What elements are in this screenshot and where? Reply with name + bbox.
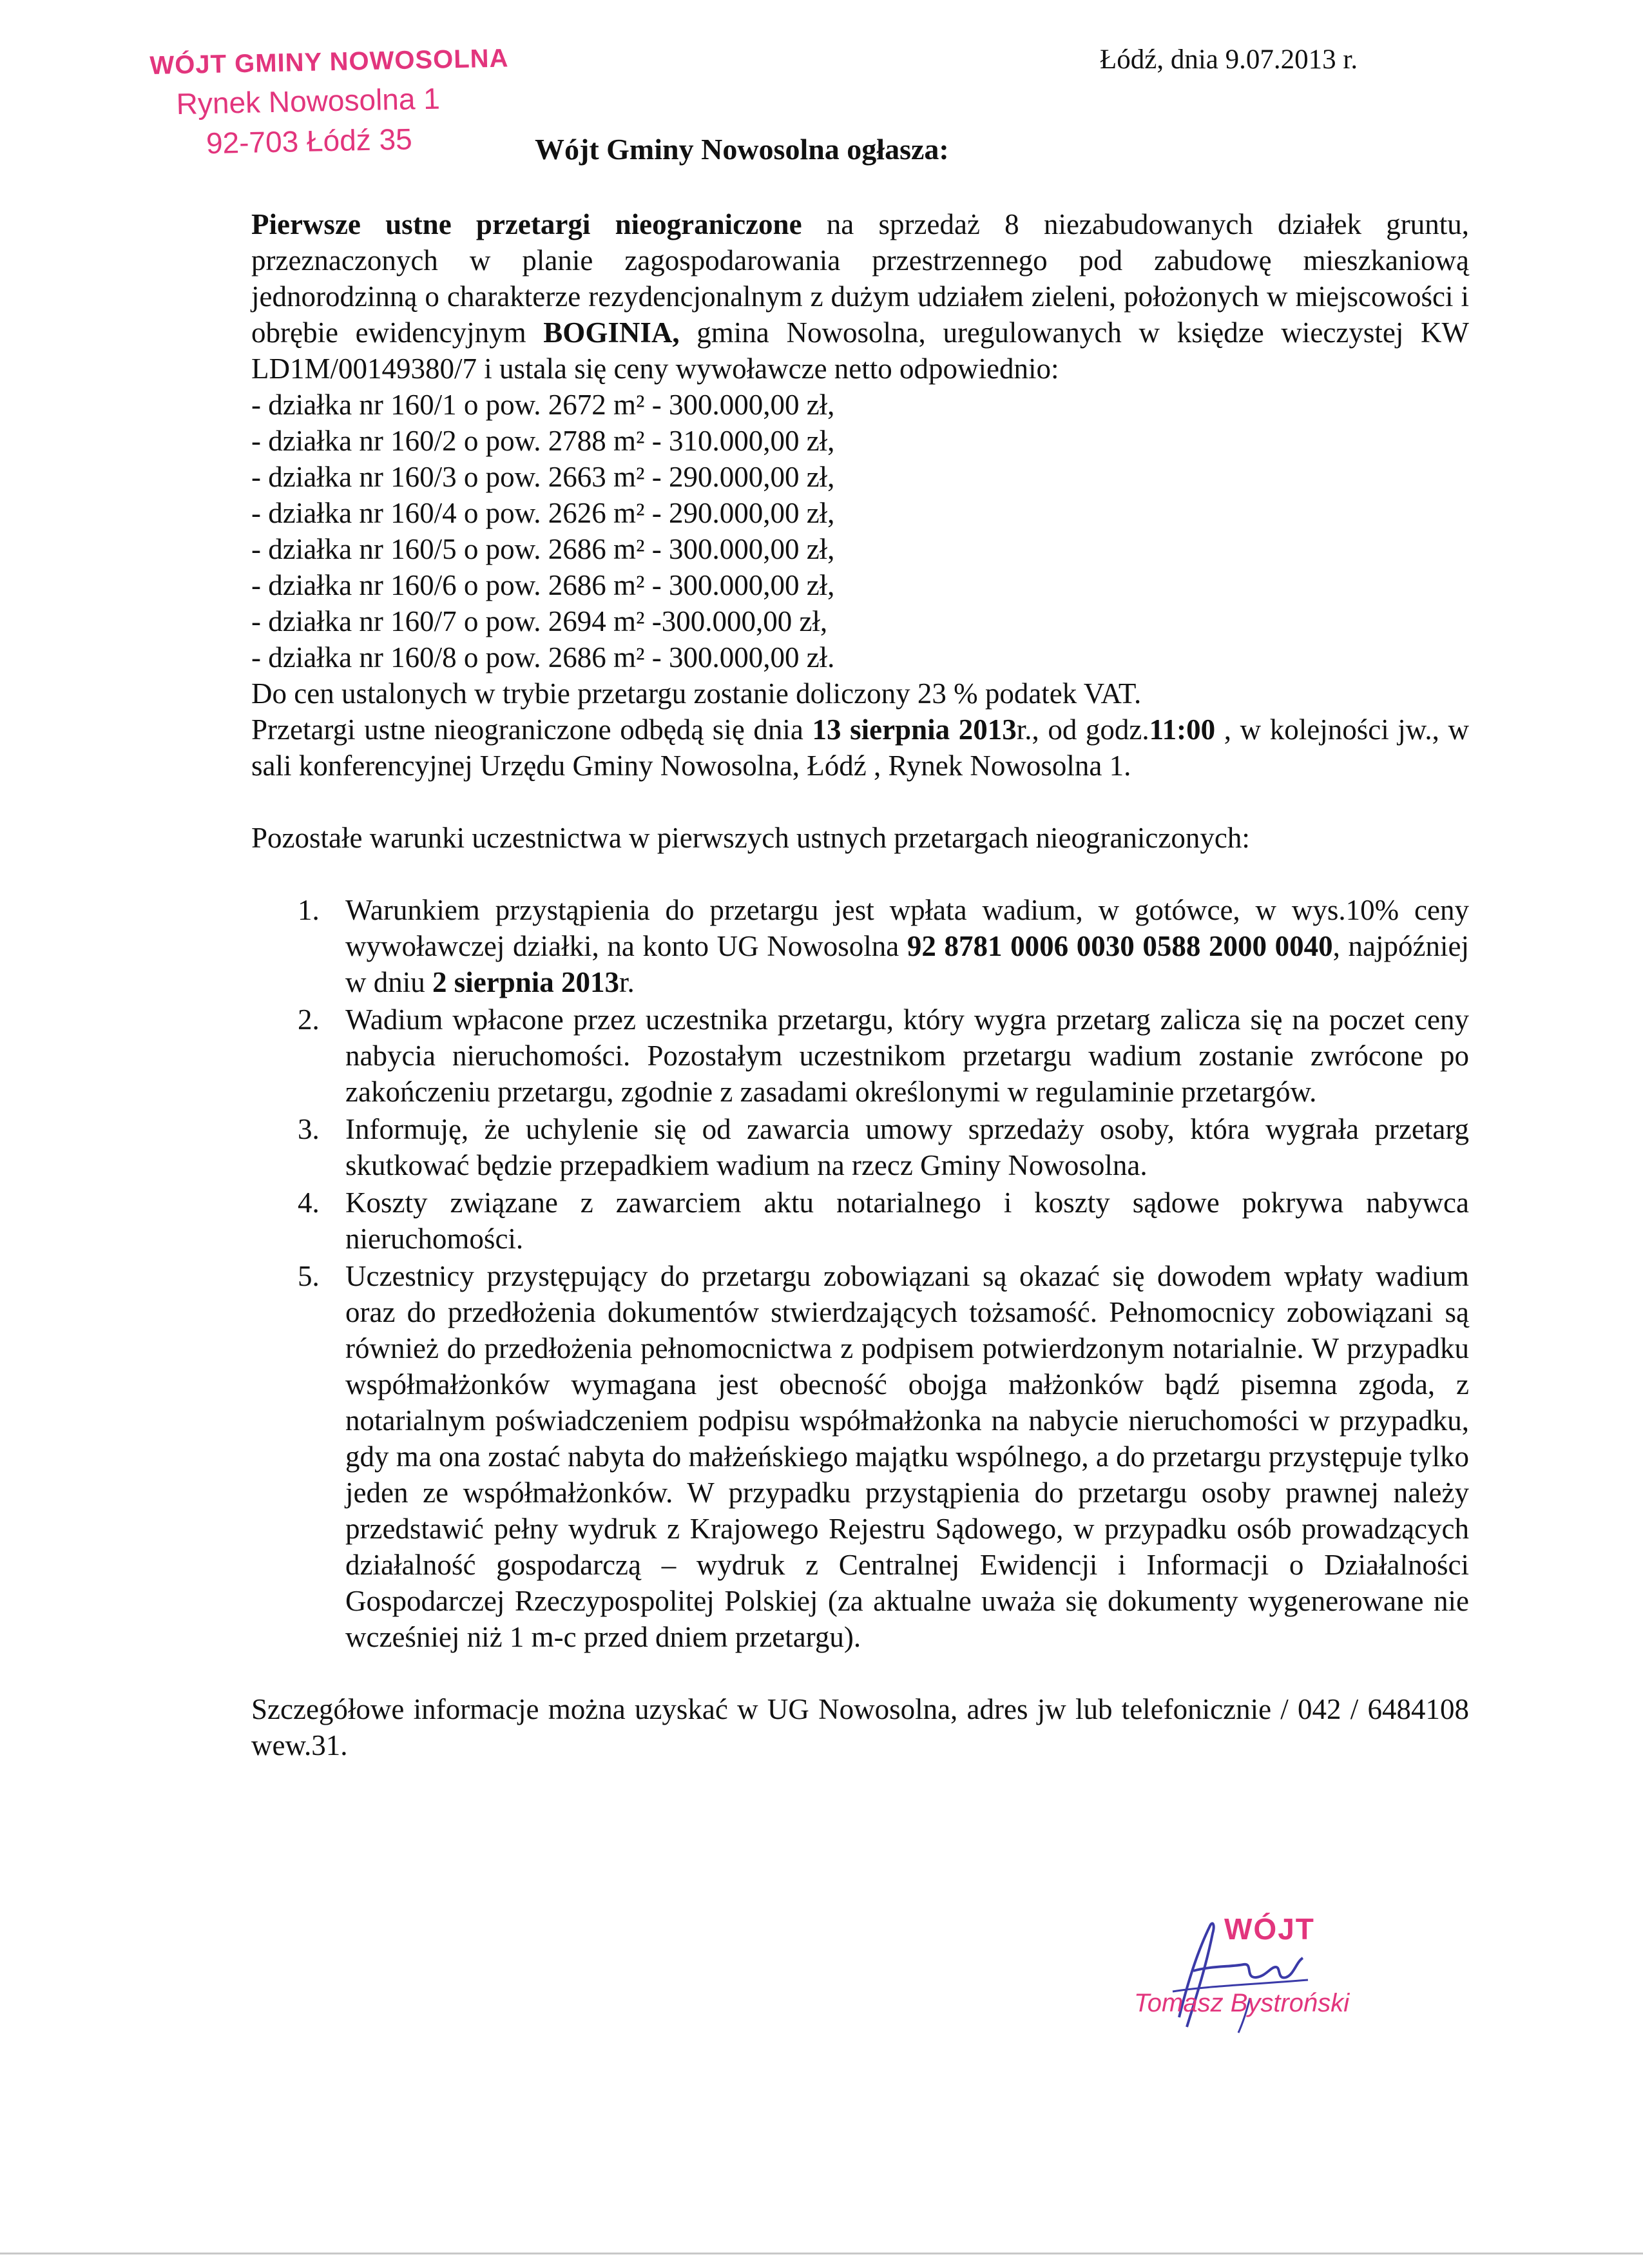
condition-text: Koszty związane z zawarciem aktu notarialnego i koszty sądowe pokrywa nabywca nieruchomości. (345, 1187, 1469, 1255)
plot-item: - działka nr 160/6 o pow. 2686 m² - 300.000,00 zł, (251, 569, 835, 601)
condition-number: 2. (298, 1003, 320, 1036)
plot-item: - działka nr 160/4 o pow. 2626 m² - 290.000,00 zł, (251, 497, 835, 529)
plot-item: - działka nr 160/2 o pow. 2788 m² - 310.000,00 zł, (251, 425, 835, 457)
deposit-deadline: 2 sierpnia 2013 (432, 966, 620, 998)
condition-item (251, 1185, 1469, 1257)
plot-item: - działka nr 160/1 o pow. 2672 m² - 300.000,00 zł, (251, 389, 835, 421)
condition-text: Informuję, że uchylenie się od zawarcia umowy sprzedaży osoby, która wygrała przetarg skutkować będzie przepadkiem wadium na rzecz Gminy Nowosolna. (345, 1113, 1469, 1181)
condition-number: 3. (298, 1113, 320, 1145)
auction-text-3: , w kolejności jw., w sali konferencyjnej Urzędu Gminy Nowosolna, Łódź , Rynek Nowosolna 1. (251, 713, 1469, 782)
condition-text: , najpóźniej w dniu (345, 930, 1469, 998)
scan-edge-line (0, 2253, 1643, 2254)
plot-item: - działka nr 160/7 o pow. 2694 m² -300.000,00 zł, (251, 605, 828, 637)
condition-text: Uczestnicy przystępujący do przetargu zobowiązani są okazać się dowodem wpłaty wadium oraz do przedłożenia dokumentów stwierdzających tożsamość. Pełnomocnicy zobowiązani są również do przedłożenia pełnomocnictwa z podpisem potwierdzonym notarialnie. W przypadku współmałżonków wymagana jest obecność obojga małżonków bądź pisemna zgoda, z notarialnym poświadczeniem podpisu współmałżonka na nabycie nieruchomości w przypadku, gdy ma ona zostać nabyta do małżeńskiego majątku wspólnego, a do przetargu przystępuje tylko jeden ze współmałżonków. W przypadku przystąpienia do przetargu osoby prawnej należy przedstawić pełny wydruk z Krajowego Rejestru Sądowego, w przypadku osób prowadzących działalność gospodarczą – wydruk z Centralnej Ewidencji i Informacji o Działalności Gospodarczej Rzeczypospolitej Polskiej (za aktualne uważa się dokumenty wygenerowane nie wcześniej niż 1 m-c przed dniem przetargu). (345, 1260, 1469, 1653)
auction-time: 11:00 (1149, 713, 1216, 746)
auction-paragraph (251, 712, 1469, 784)
condition-item (251, 1111, 1469, 1183)
signatory-name: Tomasz Bystroński (1134, 1989, 1350, 2017)
contact-information: Szczegółowe informacje można uzyskać w UG Nowosolna, adres jw lub telefonicznie / 042 / 6484108 wew.31. (251, 1693, 1469, 1761)
condition-text: Wadium wpłacone przez uczestnika przetargu, który wygra przetarg zalicza się na poczet ceny nabycia nieruchomości. Pozostałym uczestnikom przetargu wadium zostanie zwrócone po zakończeniu przetargu, zgodnie z zasadami określonymi w regulaminie przetargów. (345, 1003, 1469, 1108)
office-stamp (149, 44, 512, 162)
plot-item: - działka nr 160/8 o pow. 2686 m² - 300.000,00 zł. (251, 641, 835, 674)
document-body (251, 206, 1469, 1763)
auction-date: 13 sierpnia 2013 (812, 713, 1017, 746)
plot-item: - działka nr 160/3 o pow. 2663 m² - 290.000,00 zł, (251, 461, 835, 493)
spacer (251, 784, 1469, 820)
document-title: Wójt Gminy Nowosolna ogłasza: (535, 133, 949, 166)
condition-number: 5. (298, 1260, 320, 1292)
vat-notice: Do cen ustalonych w trybie przetargu zostanie doliczony 23 % podatek VAT. (251, 677, 1142, 710)
document-date: Łódź, dnia 9.07.2013 r. (1100, 44, 1358, 75)
plot-list (251, 387, 1469, 675)
condition-text: r. (619, 966, 635, 998)
bank-account-number: 92 8781 0006 0030 0588 2000 0040 (907, 930, 1333, 962)
plot-item: - działka nr 160/5 o pow. 2686 m² - 300.000,00 zł, (251, 533, 835, 565)
intro-paragraph (251, 206, 1469, 387)
intro-bold-heading: Pierwsze ustne przetargi nieograniczone (251, 208, 802, 240)
condition-number: 1. (298, 894, 320, 926)
intro-text-1: na sprzedaż 8 niezabudowanych działek gruntu, przeznaczonych w planie zagospodarowania przestrzennego pod zabudowę mieszkaniową jednorodzinną o charakterze rezydencjonalnym z dużym udziałem zieleni, położonych w miejscowości i obrębie ewidencyjnym (251, 208, 1469, 349)
signature-stamp-title: WÓJT (1224, 1912, 1315, 1946)
condition-item (251, 1002, 1469, 1110)
conditions-list (251, 892, 1469, 1655)
spacer (251, 856, 1469, 892)
signature-block (1134, 1895, 1405, 2043)
auction-text-2: r., od godz. (1016, 713, 1149, 746)
spacer (251, 1655, 1469, 1691)
stamp-line-1: WÓJT GMINY NOWOSOLNA (149, 44, 509, 80)
condition-item (251, 892, 1469, 1000)
stamp-line-2: Rynek Nowosolna 1 (176, 81, 441, 121)
auction-text-1: Przetargi ustne nieograniczone odbędą się dnia (251, 713, 812, 746)
condition-number: 4. (298, 1187, 320, 1219)
condition-text: Warunkiem przystąpienia do przetargu jest wpłata wadium, w gotówce, w wys.10% ceny wywoławczej działki, na konto UG Nowosolna (345, 894, 1469, 962)
locality-name: BOGINIA, (543, 316, 680, 349)
condition-item (251, 1258, 1469, 1655)
intro-text-2: gmina Nowosolna, uregulowanych w księdze wieczystej KW LD1M/00149380/7 i ustala się ceny wywoławcze netto odpowiednio: (251, 316, 1470, 385)
stamp-line-3: 92-703 Łódź 35 (206, 122, 413, 160)
conditions-heading: Pozostałe warunki uczestnictwa w pierwszych ustnych przetargach nieograniczonych: (251, 822, 1250, 854)
